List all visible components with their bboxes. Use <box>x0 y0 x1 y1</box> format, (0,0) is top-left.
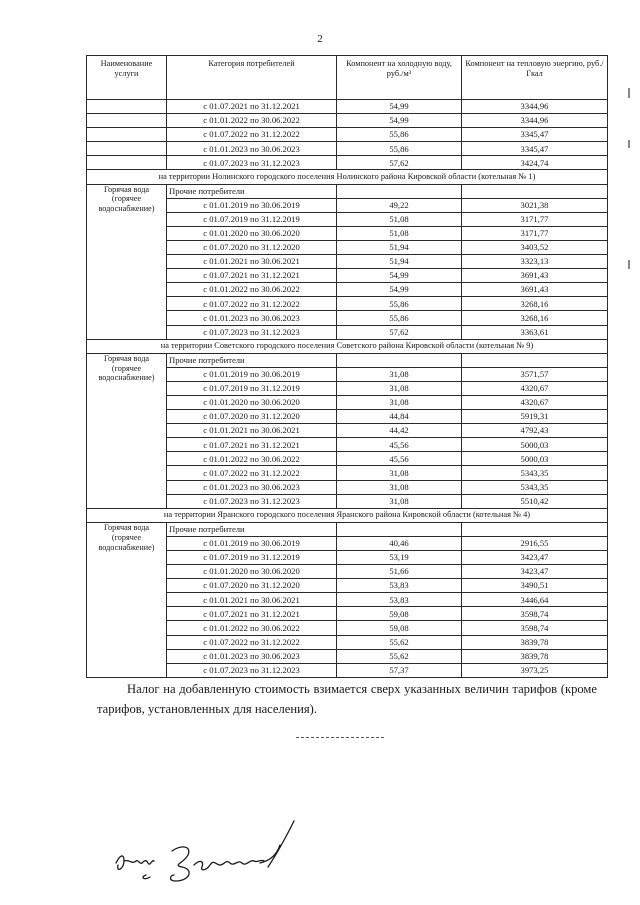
heat-energy-value: 3598,74 <box>462 607 608 621</box>
service-name-line: (горячее <box>111 363 142 373</box>
cold-water-value: 31,08 <box>337 494 462 508</box>
cold-water-value: 45,56 <box>337 452 462 466</box>
cold-water-value: 45,56 <box>337 438 462 452</box>
cold-water-value: 55,62 <box>337 649 462 663</box>
heat-energy-value: 5343,35 <box>462 480 608 494</box>
cold-water-value: 53,83 <box>337 579 462 593</box>
region-row <box>87 508 608 522</box>
category-row <box>87 522 608 536</box>
heat-energy-value: 5510,42 <box>462 494 608 508</box>
region-row <box>87 170 608 184</box>
service-name-line: (горячее <box>111 194 142 204</box>
heat-energy-value: 3171,77 <box>462 226 608 240</box>
service-name <box>87 522 167 677</box>
cold-water-value: 54,99 <box>337 100 462 114</box>
service-name <box>87 353 167 508</box>
heat-energy-value: 5343,35 <box>462 466 608 480</box>
consumer-category: Прочие потребители <box>167 353 337 367</box>
heat-energy-value: 2916,55 <box>462 536 608 550</box>
period-cell: с 01.01.2020 по 30.06.2020 <box>167 395 337 409</box>
period-cell: с 01.07.2020 по 31.12.2020 <box>167 240 337 254</box>
cold-water-value: 40,46 <box>337 536 462 550</box>
empty-cell <box>337 184 462 198</box>
cold-water-value: 53,83 <box>337 593 462 607</box>
period-cell: с 01.07.2022 по 31.12.2022 <box>167 466 337 480</box>
category-row <box>87 184 608 198</box>
period-cell: с 01.07.2021 по 31.12.2021 <box>167 269 337 283</box>
divider <box>296 737 384 738</box>
heat-energy-value: 4320,67 <box>462 381 608 395</box>
heat-energy-value: 3446,64 <box>462 593 608 607</box>
category-row <box>87 353 608 367</box>
empty-cell <box>462 522 608 536</box>
heat-energy-value: 5919,31 <box>462 410 608 424</box>
cold-water-value: 31,08 <box>337 381 462 395</box>
cold-water-value: 44,84 <box>337 410 462 424</box>
cold-water-value: 44,42 <box>337 424 462 438</box>
period-cell: с 01.01.2019 по 30.06.2019 <box>167 367 337 381</box>
period-cell: с 01.01.2020 по 30.06.2020 <box>167 226 337 240</box>
region-title: на территории Яранского городского поселения Яранского района Кировской области (котельная № 4) <box>87 508 608 522</box>
heat-energy-value: 3691,43 <box>462 283 608 297</box>
heat-energy-value: 3344,96 <box>462 114 608 128</box>
heat-energy-value: 3571,57 <box>462 367 608 381</box>
empty-cell <box>337 522 462 536</box>
heat-energy-value: 3171,77 <box>462 212 608 226</box>
cold-water-value: 55,86 <box>337 311 462 325</box>
cold-water-value: 51,94 <box>337 240 462 254</box>
cold-water-value: 55,86 <box>337 297 462 311</box>
cold-water-value: 51,94 <box>337 255 462 269</box>
vat-note: Налог на добавленную стоимость взимается сверх указанных величин тарифов (кроме тарифов, установленных для населения). <box>97 681 597 716</box>
table-row <box>87 128 608 142</box>
period-cell: с 01.01.2020 по 30.06.2020 <box>167 565 337 579</box>
heat-energy-value: 3839,78 <box>462 635 608 649</box>
heat-energy-value: 3424,74 <box>462 156 608 170</box>
period-cell: с 01.07.2019 по 31.12.2019 <box>167 212 337 226</box>
service-name-line: водоснабжение) <box>98 373 155 383</box>
period-cell: с 01.01.2021 по 30.06.2021 <box>167 593 337 607</box>
service-cell-empty <box>87 114 167 128</box>
heat-energy-value: 3691,43 <box>462 269 608 283</box>
period-cell: с 01.01.2022 по 30.06.2022 <box>167 452 337 466</box>
cold-water-value: 55,62 <box>337 635 462 649</box>
header-cold-water: Компонент на холодную воду, руб./м³ <box>337 56 462 100</box>
period-cell: с 01.07.2020 по 31.12.2020 <box>167 410 337 424</box>
cold-water-value: 31,08 <box>337 395 462 409</box>
service-name-line: (горячее <box>111 532 142 542</box>
heat-energy-value: 3423,47 <box>462 565 608 579</box>
cold-water-value: 57,37 <box>337 663 462 677</box>
heat-energy-value: 3363,61 <box>462 325 608 339</box>
heat-energy-value: 3423,47 <box>462 551 608 565</box>
header-service: Наименование услуги <box>87 56 167 100</box>
period-cell: с 01.07.2019 по 31.12.2019 <box>167 381 337 395</box>
cold-water-value: 59,08 <box>337 607 462 621</box>
cold-water-value: 54,99 <box>337 283 462 297</box>
table-row <box>87 142 608 156</box>
heat-energy-value: 3268,16 <box>462 297 608 311</box>
period-cell: с 01.01.2022 по 30.06.2022 <box>167 114 337 128</box>
service-name <box>87 184 167 339</box>
cold-water-value: 57,62 <box>337 325 462 339</box>
region-title: на территории Нолинского городского поселения Нолинского района Кировской области (котельная № 1) <box>87 170 608 184</box>
period-cell: с 01.01.2019 по 30.06.2019 <box>167 536 337 550</box>
empty-cell <box>462 353 608 367</box>
period-cell: с 01.01.2023 по 30.06.2023 <box>167 311 337 325</box>
heat-energy-value: 3345,47 <box>462 142 608 156</box>
cold-water-value: 55,86 <box>337 128 462 142</box>
page-number: 2 <box>317 33 323 45</box>
consumer-category: Прочие потребители <box>167 184 337 198</box>
service-cell-empty <box>87 128 167 142</box>
heat-energy-value: 3021,38 <box>462 198 608 212</box>
cold-water-value: 54,99 <box>337 269 462 283</box>
cold-water-value: 49,22 <box>337 198 462 212</box>
heat-energy-value: 3490,51 <box>462 579 608 593</box>
period-cell: с 01.01.2022 по 30.06.2022 <box>167 283 337 297</box>
table-row <box>87 100 608 114</box>
region-row <box>87 339 608 353</box>
table-header-row <box>87 56 608 100</box>
cold-water-value: 51,08 <box>337 226 462 240</box>
service-name-line: Горячая вода <box>104 353 149 363</box>
heat-energy-value: 3323,13 <box>462 255 608 269</box>
margin-mark <box>628 260 630 269</box>
heat-energy-value: 3345,47 <box>462 128 608 142</box>
period-cell: с 01.01.2019 по 30.06.2019 <box>167 198 337 212</box>
heat-energy-value: 3598,74 <box>462 621 608 635</box>
service-name-line: водоснабжение) <box>98 542 155 552</box>
heat-energy-value: 5000,03 <box>462 438 608 452</box>
period-cell: с 01.07.2019 по 31.12.2019 <box>167 551 337 565</box>
service-cell-empty <box>87 100 167 114</box>
service-cell-empty <box>87 142 167 156</box>
empty-cell <box>462 184 608 198</box>
period-cell: с 01.01.2021 по 30.06.2021 <box>167 424 337 438</box>
cold-water-value: 51,66 <box>337 565 462 579</box>
signature-image <box>110 815 310 900</box>
period-cell: с 01.07.2023 по 31.12.2023 <box>167 494 337 508</box>
cold-water-value: 31,08 <box>337 466 462 480</box>
period-cell: с 01.07.2022 по 31.12.2022 <box>167 128 337 142</box>
period-cell: с 01.07.2023 по 31.12.2023 <box>167 325 337 339</box>
cold-water-value: 53,19 <box>337 551 462 565</box>
consumer-category: Прочие потребители <box>167 522 337 536</box>
period-cell: с 01.07.2022 по 31.12.2022 <box>167 297 337 311</box>
cold-water-value: 51,08 <box>337 212 462 226</box>
period-cell: с 01.01.2021 по 30.06.2021 <box>167 255 337 269</box>
period-cell: с 01.07.2023 по 31.12.2023 <box>167 156 337 170</box>
heat-energy-value: 3839,78 <box>462 649 608 663</box>
period-cell: с 01.01.2022 по 30.06.2022 <box>167 621 337 635</box>
period-cell: с 01.01.2023 по 30.06.2023 <box>167 480 337 494</box>
heat-energy-value: 3403,52 <box>462 240 608 254</box>
period-cell: с 01.07.2020 по 31.12.2020 <box>167 579 337 593</box>
table-row <box>87 156 608 170</box>
cold-water-value: 57,62 <box>337 156 462 170</box>
header-category: Категория потребителей <box>167 56 337 100</box>
period-cell: с 01.07.2021 по 31.12.2021 <box>167 438 337 452</box>
signature <box>110 815 310 900</box>
heat-energy-value: 3268,16 <box>462 311 608 325</box>
service-name-line: Горячая вода <box>104 184 149 194</box>
heat-energy-value: 4320,67 <box>462 395 608 409</box>
period-cell: с 01.07.2021 по 31.12.2021 <box>167 100 337 114</box>
service-name-line: водоснабжение) <box>98 204 155 214</box>
heat-energy-value: 5000,03 <box>462 452 608 466</box>
period-cell: с 01.07.2021 по 31.12.2021 <box>167 607 337 621</box>
header-heat-energy: Компонент на тепловую энергию, руб./Гкал <box>462 56 608 100</box>
period-cell: с 01.07.2023 по 31.12.2023 <box>167 663 337 677</box>
heat-energy-value: 4792,43 <box>462 424 608 438</box>
margin-mark <box>628 88 630 98</box>
cold-water-value: 59,08 <box>337 621 462 635</box>
service-cell-empty <box>87 156 167 170</box>
cold-water-value: 54,99 <box>337 114 462 128</box>
period-cell: с 01.01.2023 по 30.06.2023 <box>167 142 337 156</box>
cold-water-value: 31,08 <box>337 480 462 494</box>
cold-water-value: 31,08 <box>337 367 462 381</box>
service-name-line: Горячая вода <box>104 522 149 532</box>
cold-water-value: 55,86 <box>337 142 462 156</box>
table-row <box>87 114 608 128</box>
region-title: на территории Советского городского поселения Советского района Кировской области (котельная № 9) <box>87 339 608 353</box>
heat-energy-value: 3973,25 <box>462 663 608 677</box>
empty-cell <box>337 353 462 367</box>
margin-mark <box>628 140 630 148</box>
period-cell: с 01.07.2022 по 31.12.2022 <box>167 635 337 649</box>
period-cell: с 01.01.2023 по 30.06.2023 <box>167 649 337 663</box>
tariff-table <box>86 55 608 678</box>
heat-energy-value: 3344,96 <box>462 100 608 114</box>
